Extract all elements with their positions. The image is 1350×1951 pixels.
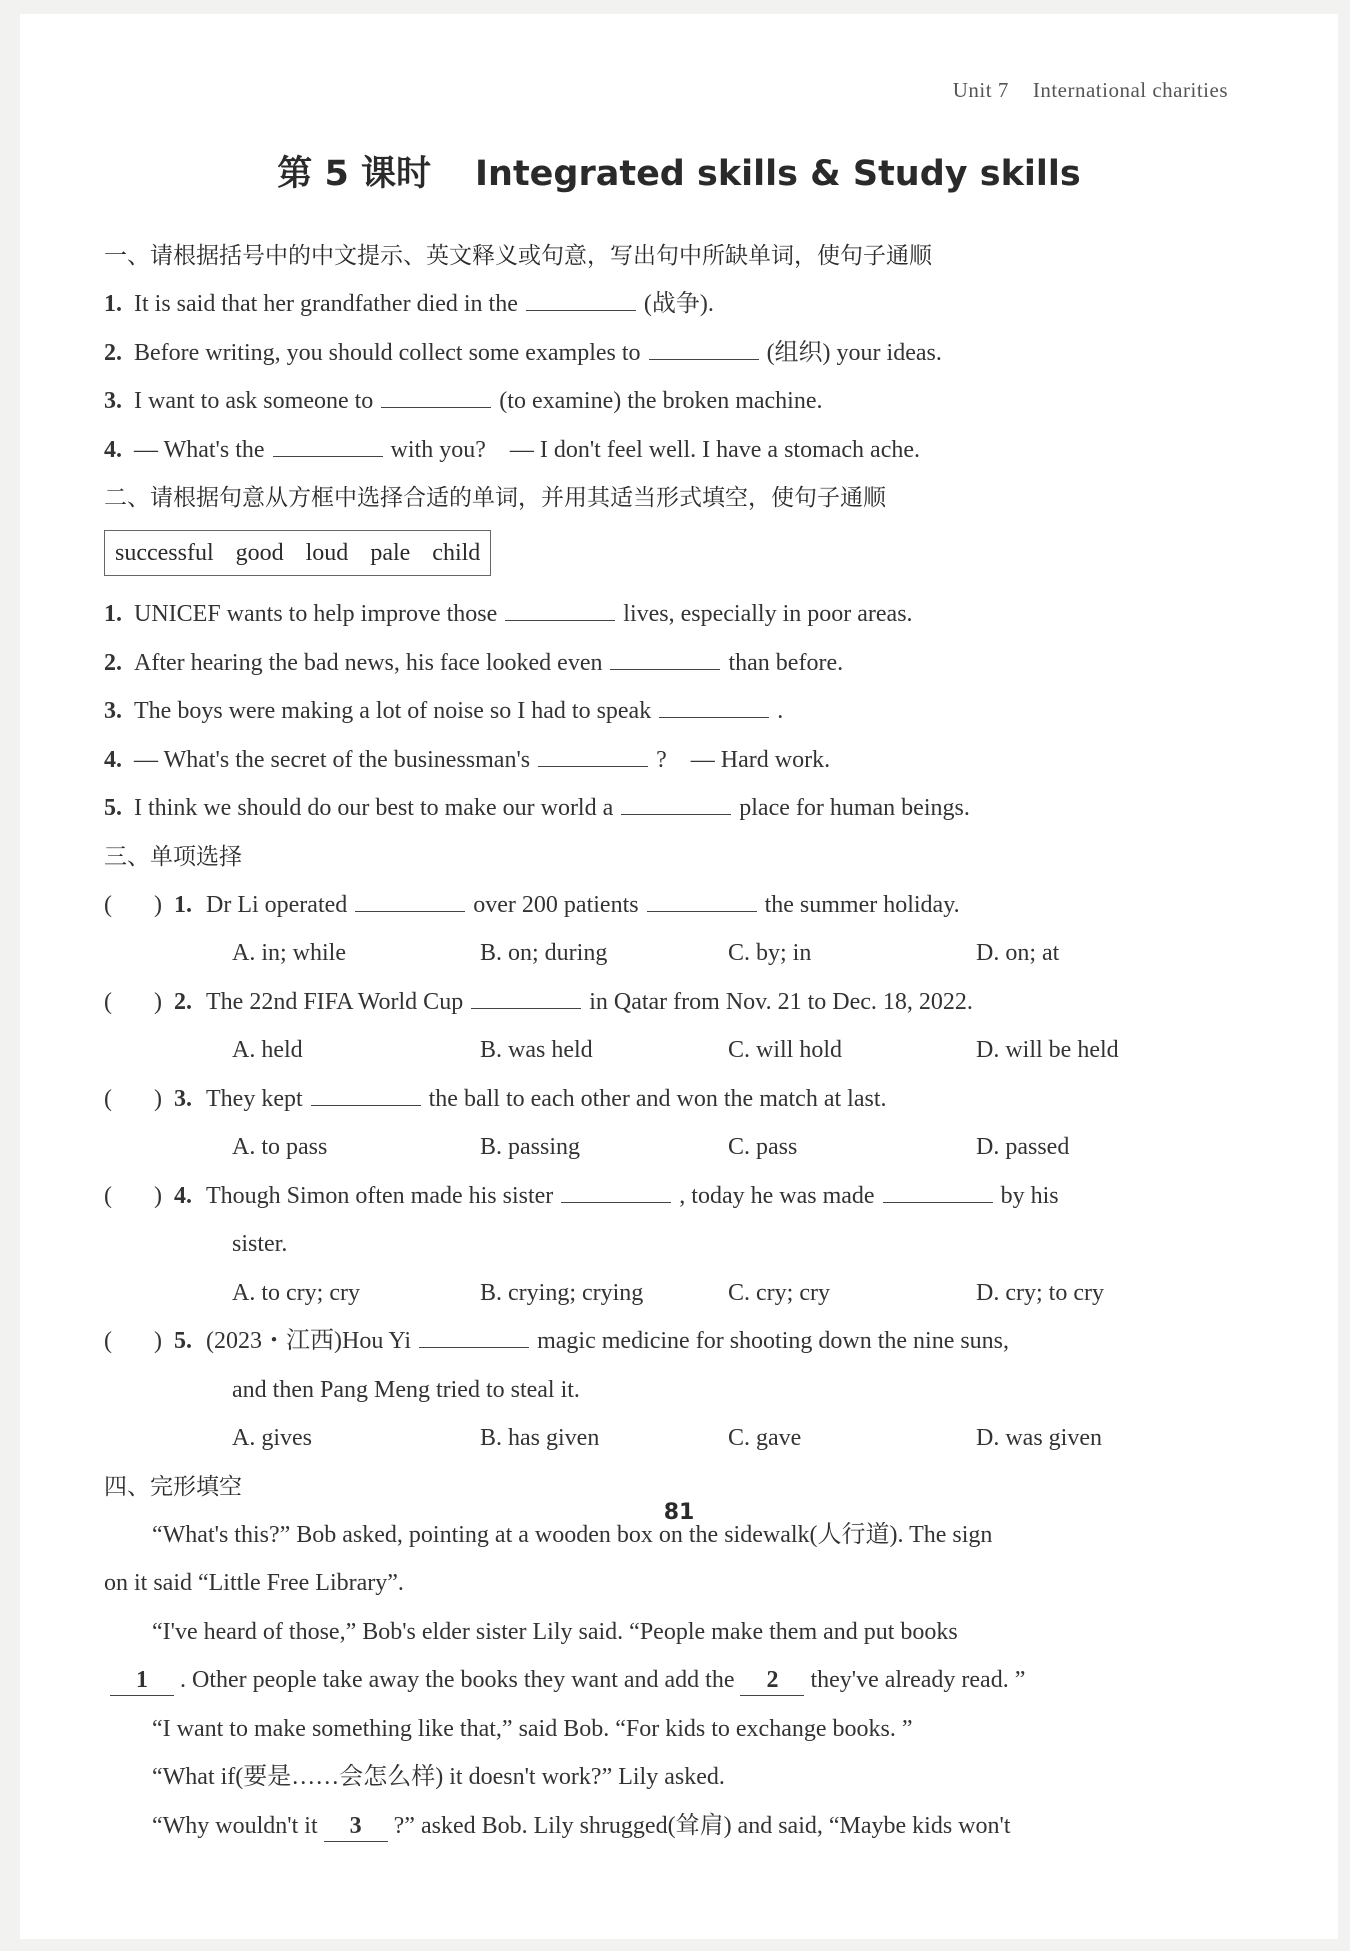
option-a[interactable]: A. to pass	[232, 1134, 328, 1160]
item-number: 4.	[104, 746, 122, 773]
item-text: — What's the	[134, 436, 265, 463]
option-b[interactable]: B. was held	[480, 1037, 593, 1063]
options-row	[104, 929, 1242, 978]
passage-line	[104, 1656, 1242, 1705]
question-text: Though Simon often made his sister	[206, 1182, 554, 1209]
passage-line: “I want to make something like that,” said Bob. “For kids to exchange books. ”	[152, 1715, 913, 1742]
s2-item-5	[104, 784, 1242, 833]
word-option: good	[235, 540, 284, 566]
option-c[interactable]: C. will hold	[728, 1037, 843, 1063]
question-number: 3.	[174, 1085, 192, 1112]
mc-question-4	[104, 1172, 1242, 1318]
options-row	[104, 1026, 1242, 1075]
passage-text: they've already read. ”	[810, 1667, 1026, 1693]
question-text: the summer holiday.	[764, 891, 960, 918]
answer-blank[interactable]	[647, 885, 757, 912]
question-text: over 200 patients	[473, 891, 639, 918]
word-option: loud	[305, 540, 349, 566]
option-d[interactable]: D. will be held	[976, 1037, 1119, 1063]
cloze-passage	[104, 1511, 1242, 1851]
option-d[interactable]: D. on; at	[976, 940, 1060, 966]
option-a[interactable]: A. held	[232, 1037, 303, 1063]
question-continuation: sister.	[232, 1231, 288, 1257]
question-number: 1.	[174, 891, 192, 918]
s1-item-4	[104, 426, 1242, 475]
item-text: I think we should do our best to make our world a	[134, 795, 614, 821]
answer-blank[interactable]	[355, 885, 465, 912]
page-title	[20, 146, 1338, 196]
options-row	[104, 1414, 1242, 1463]
option-d[interactable]: D. was given	[976, 1425, 1102, 1451]
section-3-heading: 三、单项选择	[104, 843, 242, 870]
answer-blank[interactable]	[381, 381, 491, 408]
answer-blank[interactable]	[311, 1079, 421, 1106]
paren-open: (	[104, 988, 112, 1015]
option-d[interactable]: D. passed	[976, 1134, 1070, 1160]
cloze-blank-1[interactable]: 1	[110, 1665, 174, 1696]
answer-blank[interactable]	[610, 643, 720, 670]
cloze-blank-2[interactable]: 2	[740, 1665, 804, 1696]
item-text: (to examine) the broken machine.	[499, 388, 823, 414]
passage-line: “I've heard of those,” Bob's elder sister Lily said. “People make them and put books	[152, 1618, 958, 1645]
s1-item-2	[104, 329, 1242, 378]
page	[20, 14, 1338, 1939]
paren-close: )	[154, 988, 162, 1015]
s2-item-2	[104, 639, 1242, 688]
question-number: 5.	[174, 1328, 192, 1354]
section-2-items	[104, 590, 1242, 833]
item-text: .	[777, 698, 784, 724]
answer-blank[interactable]	[659, 691, 769, 718]
question-text: magic medicine for shooting down the nine suns,	[537, 1328, 1010, 1354]
item-number: 1.	[104, 291, 122, 317]
item-text: After hearing the bad news, his face looked even	[134, 649, 603, 676]
word-option: successful	[115, 540, 214, 566]
item-number: 3.	[104, 698, 122, 724]
passage-text: ?” asked Bob. Lily shrugged(耸肩) and said, “Maybe kids won't	[393, 1812, 1011, 1839]
option-c[interactable]: C. gave	[728, 1425, 802, 1451]
option-a[interactable]: A. gives	[232, 1425, 312, 1451]
word-box	[104, 530, 491, 576]
passage-line: “What's this?” Bob asked, pointing at a wooden box on the sidewalk(人行道). The sign	[152, 1521, 993, 1548]
answer-blank[interactable]	[526, 284, 636, 311]
answer-blank[interactable]	[505, 594, 615, 621]
mc-question-1	[104, 881, 1242, 978]
section-1-items	[104, 280, 1242, 474]
question-number: 2.	[174, 988, 192, 1015]
item-number: 2.	[104, 649, 122, 676]
option-c[interactable]: C. by; in	[728, 940, 812, 966]
paren-close: )	[154, 1182, 162, 1209]
item-text: place for human beings.	[739, 795, 970, 821]
item-text: UNICEF wants to help improve those	[134, 601, 498, 627]
passage-line: “What if(要是……会怎么样) it doesn't work?” Lily asked.	[152, 1764, 725, 1790]
mc-question-5	[104, 1317, 1242, 1463]
paren-open: (	[104, 1085, 112, 1112]
paren-close: )	[154, 1085, 162, 1112]
unit-label: Unit 7	[952, 78, 1009, 102]
answer-blank[interactable]	[561, 1176, 671, 1203]
section-1-heading: 一、请根据括号中的中文提示、英文释义或句意，写出句中所缺单词，使句子通顺	[104, 243, 932, 269]
answer-blank[interactable]	[419, 1321, 529, 1348]
item-text: with you? — I don't feel well. I have a stomach ache.	[390, 436, 921, 463]
item-number: 5.	[104, 795, 122, 821]
answer-blank[interactable]	[538, 740, 648, 767]
option-a[interactable]: A. in; while	[232, 940, 346, 966]
passage-line: on it said “Little Free Library”.	[104, 1570, 404, 1596]
option-c[interactable]: C. pass	[728, 1134, 798, 1160]
answer-blank[interactable]	[471, 982, 581, 1009]
options-row	[104, 1269, 1242, 1318]
answer-paren[interactable]	[104, 1317, 174, 1366]
item-number: 3.	[104, 388, 122, 414]
answer-blank[interactable]	[621, 788, 731, 815]
paren-open: (	[104, 1328, 112, 1354]
option-b[interactable]: B. crying; crying	[480, 1279, 644, 1306]
item-text: Before writing, you should collect some examples to	[134, 339, 641, 366]
question-text: The 22nd FIFA World Cup	[206, 988, 464, 1015]
running-head	[953, 78, 1228, 103]
word-option: child	[432, 540, 481, 566]
item-text: It is said that her grandfather died in the	[134, 291, 518, 317]
section-2-heading: 二、请根据句意从方框中选择合适的单词，并用其适当形式填空，使句子通顺	[104, 485, 886, 511]
question-text: (2023・江西)Hou Yi	[206, 1328, 412, 1354]
cloze-blank-3[interactable]: 3	[324, 1811, 388, 1842]
question-number: 4.	[174, 1182, 192, 1209]
passage-line	[104, 1802, 1242, 1851]
item-text: The boys were making a lot of noise so I had to speak	[134, 698, 652, 724]
item-text: lives, especially in poor areas.	[623, 601, 913, 627]
question-text: They kept	[206, 1085, 303, 1112]
options-row	[104, 1123, 1242, 1172]
paren-open: (	[104, 891, 112, 918]
item-text: (组织) your ideas.	[766, 339, 942, 366]
item-text: — What's the secret of the businessman's	[134, 746, 531, 773]
option-a[interactable]: A. to cry; cry	[232, 1279, 360, 1306]
exercise-content	[104, 232, 1242, 1850]
question-text: Dr Li operated	[206, 891, 348, 918]
s2-item-4	[104, 736, 1242, 785]
item-text: (战争).	[643, 291, 714, 317]
s1-item-3	[104, 377, 1242, 426]
item-number: 1.	[104, 601, 122, 627]
mc-question-3	[104, 1075, 1242, 1172]
answer-paren[interactable]	[104, 881, 174, 930]
paren-open: (	[104, 1182, 112, 1209]
item-text: than before.	[728, 649, 844, 676]
option-b[interactable]: B. has given	[480, 1425, 600, 1451]
question-text: in Qatar from Nov. 21 to Dec. 18, 2022.	[589, 988, 973, 1015]
answer-paren[interactable]	[104, 1075, 174, 1124]
paren-close: )	[154, 891, 162, 918]
answer-paren[interactable]	[104, 978, 174, 1027]
s1-item-1	[104, 280, 1242, 329]
s2-item-1	[104, 590, 1242, 639]
item-number: 4.	[104, 436, 122, 463]
item-text: I want to ask someone to	[134, 388, 374, 414]
item-number: 2.	[104, 339, 122, 366]
option-b[interactable]: B. on; during	[480, 940, 608, 966]
item-text: ? — Hard work.	[656, 746, 831, 773]
option-d[interactable]: D. cry; to cry	[976, 1279, 1104, 1306]
option-b[interactable]: B. passing	[480, 1134, 581, 1160]
page-number: 81	[663, 1500, 695, 1525]
answer-blank[interactable]	[273, 430, 383, 457]
question-text: , today he was made	[679, 1182, 875, 1209]
section-4-heading: 四、完形填空	[104, 1473, 242, 1500]
option-c[interactable]: C. cry; cry	[728, 1279, 830, 1306]
lesson-name: Integrated skills & Study skills	[475, 154, 1081, 194]
paren-close: )	[154, 1328, 162, 1354]
passage-text: . Other people take away the books they want and add the	[180, 1667, 735, 1693]
answer-paren[interactable]	[104, 1172, 174, 1221]
lesson-number: 第 5 课时	[277, 154, 431, 194]
question-text: by his	[1000, 1182, 1059, 1209]
unit-topic: International charities	[1032, 78, 1228, 102]
question-continuation: and then Pang Meng tried to steal it.	[232, 1376, 580, 1403]
answer-blank[interactable]	[649, 333, 759, 360]
mc-question-2	[104, 978, 1242, 1075]
passage-text: “Why wouldn't it	[152, 1812, 318, 1839]
question-text: the ball to each other and won the match at last.	[428, 1085, 887, 1112]
word-option: pale	[370, 540, 411, 566]
s2-item-3	[104, 687, 1242, 736]
answer-blank[interactable]	[883, 1176, 993, 1203]
